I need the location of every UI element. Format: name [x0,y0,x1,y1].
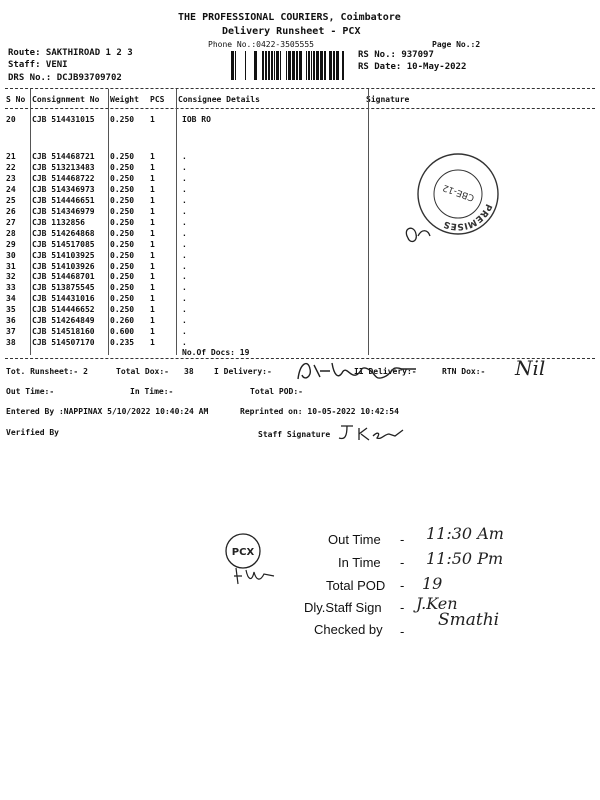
row-consignment: CJB 1132856 [32,217,85,227]
row-sno: 20 [6,115,16,124]
ii-delivery: II Delivery:- [354,367,417,376]
row-consignment: CJB 514346973 [32,184,95,194]
row-details: . [182,184,187,194]
row-consignment: CJB 514468721 [32,152,95,161]
table-row [0,316,600,327]
row-weight: 0.250 [110,184,135,194]
row-consignment: CJB 514346979 [32,206,95,216]
row-details: . [182,195,187,205]
row-consignment: CJB 514431015 [32,115,95,124]
row-pcs: 1 [150,115,155,124]
table-row [0,305,600,316]
row-details: . [182,239,187,249]
rs-date: RS Date: 10-May-2022 [358,62,467,72]
row-sno: 26 [6,206,16,216]
barcode-bar [336,51,339,80]
row-pcs: 1 [150,239,155,249]
table-row [0,196,600,207]
barcode-bar [316,51,319,80]
hw-dash-2: - [400,555,405,570]
barcode-bar [329,51,332,80]
row-details: . [182,294,187,304]
row-pcs: 1 [150,250,155,260]
hw-dly-staff-label: Dly.Staff Sign [304,600,382,615]
row-details: . [182,217,187,227]
row-sno: 30 [6,250,16,260]
row-details: . [182,283,187,293]
row-sno: 35 [6,305,16,315]
row-consignment: CJB 514468722 [32,173,95,183]
hw-out-time-label: Out Time [328,532,381,547]
row-details: . [182,272,187,282]
hw-total-pod-value: 19 [422,574,443,593]
row-weight: 0.250 [110,152,135,161]
table-row [0,207,600,218]
barcode-bar [320,51,323,80]
header-divider-bottom [5,108,595,109]
header-divider-top [5,88,595,89]
row-details: . [182,261,187,271]
table-row [0,163,600,174]
hw-dash-1: - [400,532,405,547]
pcx-scribble [230,560,280,590]
barcode-bar [268,51,270,80]
row-consignment: CJB 513875545 [32,283,95,293]
row-details: . [182,327,187,337]
row-weight: 0.250 [110,294,135,304]
barcode-bar [311,51,312,80]
row-sno: 36 [6,316,16,326]
row-sno: 34 [6,294,16,304]
total-dox-label: Total Dox:- [116,367,169,376]
row-details: . [182,305,187,315]
table-row [0,174,600,185]
row-consignment: CJB 514431016 [32,294,95,304]
row-details: . [182,228,187,238]
row-pcs: 1 [150,305,155,315]
row-consignment: CJB 514264868 [32,228,95,238]
barcode-bar [271,51,273,80]
barcode-bar [262,51,264,80]
reprinted-on: Reprinted on: 10-05-2022 10:42:54 [240,407,399,416]
row-pcs: 1 [150,195,155,205]
row-pcs: 1 [150,206,155,216]
tot-runsheet: Tot. Runsheet:- 2 [6,367,88,376]
no-of-docs: No.Of Docs: 19 [182,348,250,357]
row-sno: 31 [6,261,16,271]
row-sno: 37 [6,327,16,337]
table-row [0,185,600,196]
row-pcs: 1 [150,338,155,348]
staff-signature-scribble [335,422,415,444]
row-details: . [182,162,187,172]
barcode-bar [306,51,307,80]
barcode-bar [342,51,344,80]
hw-dash-4: - [400,600,405,615]
col-consignee: Consignee Details [178,95,260,104]
row-sno: 33 [6,283,16,293]
row-consignment: CJB 514446652 [32,305,95,315]
barcode-bar [265,51,267,80]
table-row [0,152,600,163]
row-pcs: 1 [150,184,155,194]
table-row [0,338,600,349]
barcode-bar [288,51,291,80]
row-pcs: 1 [150,173,155,183]
in-time: In Time:- [130,387,174,396]
barcode-bar [231,51,234,80]
rs-number: RS No.: 937097 [358,50,434,60]
rtn-dox-handwritten: Nil [515,356,546,380]
row-details: . [182,152,187,161]
row-weight: 0.250 [110,173,135,183]
row-consignment: CJB 513213483 [32,162,95,172]
barcode-bar [235,51,236,80]
hw-total-pod-label: Total POD [326,578,386,593]
row-pcs: 1 [150,261,155,271]
col-pcs: PCS [150,95,165,104]
hw-checked-by-value: Smathi [438,610,500,630]
row-weight: 0.250 [110,283,135,293]
row-weight: 0.260 [110,316,135,326]
table-row [0,229,600,240]
row-consignment: CJB 514507170 [32,338,95,348]
barcode-bar [245,51,246,80]
barcode-bar [299,51,302,80]
row-consignment: CJB 514103925 [32,250,95,260]
barcode-bar [313,51,315,80]
row-details: . [182,250,187,260]
row-sno: 28 [6,228,16,238]
out-time: Out Time:- [6,387,55,396]
row-weight: 0.250 [110,162,135,172]
row-details: . [182,173,187,183]
hw-dash-3: - [400,578,405,593]
row-sno: 25 [6,195,16,205]
row-consignment: CJB 514518160 [32,327,95,337]
barcode-bar [274,51,275,80]
col-weight: Weight [110,95,139,104]
row-sno: 38 [6,338,16,348]
row-sno: 24 [6,184,16,194]
hw-dly-staff-value: J.Ken [416,594,458,613]
row-pcs: 1 [150,152,155,161]
barcode-bar [276,51,279,80]
staff-signature-label: Staff Signature [258,430,331,439]
row-weight: 0.235 [110,338,135,348]
table-row [0,240,600,251]
hw-checked-by-label: Checked by [314,622,383,637]
row-consignment: CJB 514264849 [32,316,95,326]
row-weight: 0.250 [110,228,135,238]
barcode-bar [286,51,287,80]
table-row [0,283,600,294]
barcode-bar [324,51,326,80]
row-weight: 0.250 [110,217,135,227]
row-sno: 32 [6,272,16,282]
hw-dash-5: - [400,624,405,639]
barcode-bar [292,51,295,80]
col-sno: S No [6,95,26,104]
table-row [0,262,600,273]
row-weight: 0.600 [110,327,135,337]
runsheet-subtitle: Delivery Runsheet - PCX [222,26,361,37]
i-delivery: I Delivery:- [214,367,272,376]
row-weight: 0.250 [110,250,135,260]
table-row [0,327,600,338]
staff-name: Staff: VENI [8,60,68,70]
row-weight: 0.250 [110,195,135,205]
table-row [0,294,600,305]
row-pcs: 1 [150,283,155,293]
row-pcs: 1 [150,217,155,227]
phone-number: Phone No.:0422-3505555 [208,40,314,49]
entered-by: Entered By :NAPPINAX 5/10/2022 10:40:24 AM [6,407,209,416]
stamp-scribble [400,218,440,248]
row-consignment: CJB 514468701 [32,272,95,282]
table-row [0,115,600,126]
drs-number: DRS No.: DCJB93709702 [8,73,122,83]
row-pcs: 1 [150,316,155,326]
row-weight: 0.250 [110,272,135,282]
row-pcs: 1 [150,162,155,172]
row-consignment: CJB 514446651 [32,195,95,205]
rtn-dox: RTN Dox:- [442,367,486,376]
row-weight: 0.250 [110,305,135,315]
barcode-bar [254,51,257,80]
barcode-bar [308,51,310,80]
route: Route: SAKTHIROAD 1 2 3 [8,48,133,58]
total-pod: Total POD:- [250,387,303,396]
row-weight: 0.250 [110,206,135,216]
delivery-signature [290,355,430,387]
col-consignment: Consignment No [32,95,100,104]
page-number: Page No.:2 [432,40,481,49]
barcode-bar [280,51,281,80]
row-pcs: 1 [150,327,155,337]
row-details: . [182,316,187,326]
row-details: . [182,338,187,348]
row-weight: 0.250 [110,239,135,249]
table-row [0,272,600,283]
company-title: THE PROFESSIONAL COURIERS, Coimbatore [178,12,401,23]
hw-in-time-value: 11:50 Pm [426,549,504,568]
row-pcs: 1 [150,272,155,282]
row-pcs: 1 [150,228,155,238]
barcode-bar [333,51,335,80]
total-dox-value: 38 [184,367,194,376]
row-weight: 0.250 [110,115,135,124]
row-details: IOB RO [182,115,211,124]
row-details: . [182,206,187,216]
stamp-center-text: CBE-12 [441,181,476,203]
row-consignment: CJB 514517085 [32,239,95,249]
row-consignment: CJB 514103926 [32,261,95,271]
row-sno: 21 [6,152,16,161]
pcx-stamp-text: PCX [231,547,255,558]
table-row [0,218,600,229]
stamp-round-text: PREMISES [442,202,494,232]
col-signature: Signature [366,95,410,104]
row-sno: 23 [6,173,16,183]
barcode-bar [296,51,298,80]
barcode [228,51,347,80]
row-pcs: 1 [150,294,155,304]
row-sno: 22 [6,162,16,172]
verified-by: Verified By [6,428,59,437]
row-sno: 29 [6,239,16,249]
hw-in-time-label: In Time [338,555,381,570]
hw-out-time-value: 11:30 Am [426,524,504,543]
row-sno: 27 [6,217,16,227]
table-row [0,251,600,262]
row-weight: 0.250 [110,261,135,271]
